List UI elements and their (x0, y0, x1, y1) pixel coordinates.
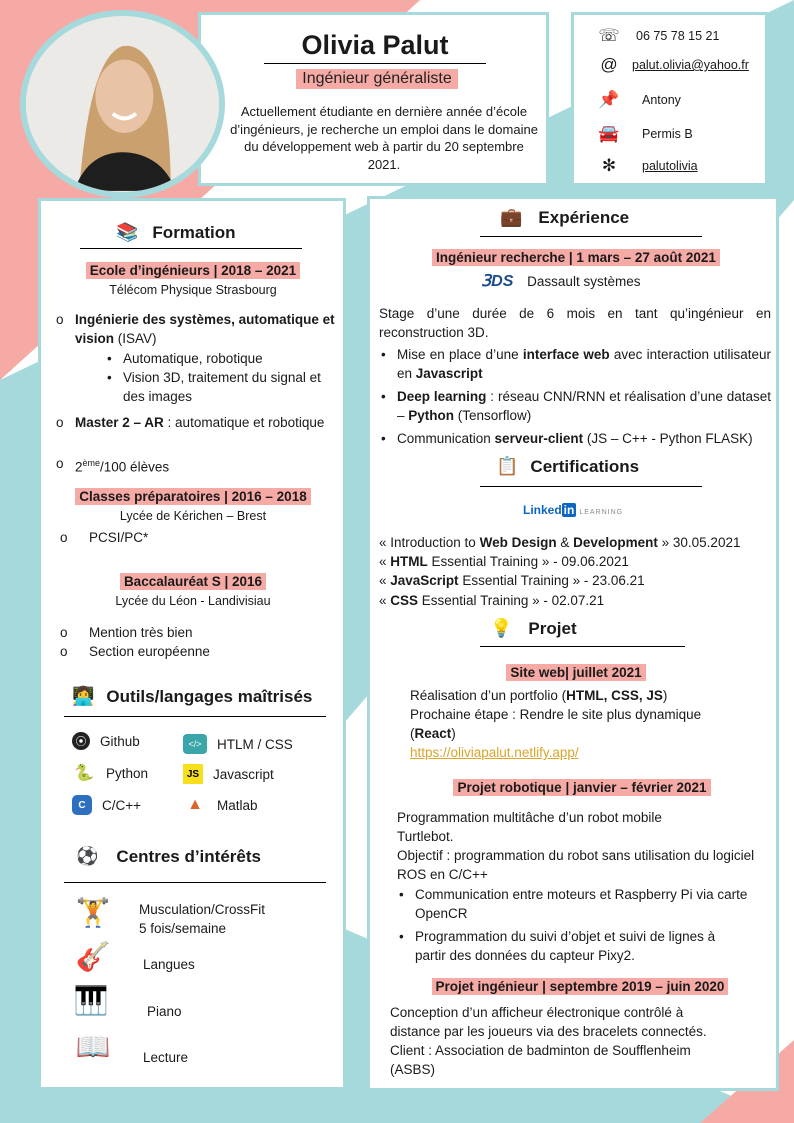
interest-sport: Musculation/CrossFit 5 fois/semaine (139, 902, 266, 936)
bac-item-2: o Section européenne (60, 644, 210, 659)
experience-intro: Stage d’une durée de 6 mois en tant qu’ingénieur en reconstruction 3D. (379, 306, 771, 340)
tool-matlab: ▲ Matlab (183, 795, 258, 815)
list-item: • Vision 3D, traitement du signal et des images (105, 368, 333, 406)
list-item: • Mise en place d’une interface web avec interaction utilisateur en Javascript (379, 345, 771, 383)
list-item: • Programmation du suivi d’objet et suivi de lignes à partir des données du capteur Pixy2. (397, 927, 749, 965)
outils-header: 👩‍💻 Outils/langages maîtrisés (72, 686, 313, 706)
experience-bullets (379, 345, 771, 448)
briefcase-icon: 💼 (500, 207, 523, 227)
projet-header: 💡 Projet (490, 618, 577, 638)
list-item: • Communication serveur-client (JS – C++ - Python FLASK) (379, 429, 771, 448)
linkedin-learning-logo: Linked in LEARNING (523, 503, 624, 517)
school3: Baccalauréat S | 2016 Lycée du Léon - Landivisiau (115, 574, 271, 608)
list-item: • Communication entre moteurs et Raspberry Pi via carte OpenCR (397, 885, 749, 923)
interest-langues: Langues (143, 957, 195, 972)
contact-email[interactable]: @ palut.olivia@yahoo.fr (596, 55, 749, 75)
prep-item: o PCSI/PC* (60, 530, 149, 545)
hobbies-icon: ⚽ (76, 846, 99, 866)
master-item: o Master 2 – AR : automatique et robotique (56, 415, 325, 430)
rank-item: o 2ème/100 élèves (56, 456, 170, 475)
at-icon: @ (600, 55, 618, 74)
github-icon: ⦿ (72, 732, 90, 750)
list-item: • Automatique, robotique (105, 349, 333, 368)
experience-header: 💼 Expérience (500, 207, 630, 227)
certificate-icon: 📋 (496, 456, 519, 476)
projet1-body: Réalisation d’un portfolio (HTML, CSS, JS) Prochaine étape : Rendre le site plus dynamique (React) https://oliviapalut.netlify.app/ (410, 686, 770, 762)
portfolio-link[interactable]: https://oliviapalut.netlify.app/ (410, 745, 579, 760)
projet2-heading: Projet robotique | janvier – février 2021 (382, 778, 782, 797)
projet-rule (480, 646, 685, 647)
interest-piano: Piano (147, 1004, 182, 1019)
python-icon: 🐍 (74, 765, 94, 782)
list-item: • Deep learning : réseau CNN/RNN et réalisation d’une dataset – Python (Tensorflow) (379, 387, 771, 425)
isav-item: o Ingénierie des systèmes, automatique et vision (ISAV) (56, 312, 335, 346)
projet2-body: Programmation multitâche d’un robot mobile Turtlebot. Objectif : programmation du robot sans utilisation du logiciel ROS en C/C++ (397, 810, 755, 882)
projet1-heading: Site web| juillet 2021 (376, 663, 776, 682)
telephone-icon: ☏ (598, 26, 620, 45)
certifications-rule (480, 486, 702, 487)
cert-1: « Introduction to Web Design & Development » 30.05.2021 (379, 535, 741, 550)
tool-python: 🐍 Python (72, 763, 148, 783)
interets-header: ⚽ Centres d’intérêts (76, 846, 261, 866)
tool-javascript: JS Javascript (183, 764, 274, 784)
formation-rule (80, 248, 302, 249)
contact-location: 📌 Antony (596, 90, 681, 110)
projet3-body: Conception d’un afficheur électronique contrôlé à distance par les joueurs via des bracelets connectés. Client : Association de badminton de Soufflenheim (ASBS) (390, 1005, 707, 1077)
experience-heading: Ingénieur recherche | 1 mars – 27 août 2021 (376, 248, 776, 267)
html-css-icon: </> (183, 734, 207, 754)
company: 𝟥DS Dassault systèmes (481, 273, 641, 290)
dumbbell-icon: 🏋 (75, 897, 111, 928)
guitar-icon: 🎸 (75, 941, 111, 972)
contact-phone: ☏ 06 75 78 15 21 (596, 26, 719, 46)
piano-icon: 🎹 (73, 985, 109, 1016)
javascript-icon: JS (183, 764, 203, 784)
certifications-header: 📋 Certifications (496, 456, 640, 476)
developer-icon: 👩‍💻 (72, 686, 95, 706)
bac-item-1: o Mention très bien (60, 625, 193, 640)
car-icon: 🚘 (598, 124, 620, 143)
dassault-logo-icon: 𝟥DS (481, 273, 514, 290)
experience-rule (480, 236, 702, 237)
lightbulb-icon: 💡 (490, 618, 513, 638)
tool-html-css: </> HTLM / CSS (183, 734, 293, 754)
school2: Classes préparatoires | 2016 – 2018 Lycée de Kérichen – Brest (50, 487, 336, 526)
pin-icon: 📌 (598, 90, 620, 109)
school1: Ecole d’ingénieurs | 2018 – 2021 Télécom Physique Strasbourg (50, 261, 336, 300)
cert-4: « CSS Essential Training » - 02.07.21 (379, 593, 605, 608)
profile-photo (20, 10, 225, 198)
job-title: Ingénieur généraliste (296, 69, 458, 89)
isav-sublist (105, 349, 333, 406)
book-icon: 📖 (75, 1031, 111, 1062)
contact-network[interactable]: ✻ palutolivia (596, 156, 698, 176)
person-name: Olivia Palut (264, 30, 486, 64)
cpp-icon: C (72, 795, 92, 815)
projet3-heading: Projet ingénieur | septembre 2019 – juin 2020 (380, 977, 780, 996)
tool-cpp: C C/C++ (72, 795, 141, 815)
network-icon: ✻ (601, 156, 617, 175)
contact-license: 🚘 Permis B (596, 124, 693, 144)
intro-text: Actuellement étudiante en dernière année d’école d’ingénieurs, je recherche un emploi dans le domaine du développement web à partir du 20 septembre 2021. (230, 104, 538, 172)
matlab-icon: ▲ (187, 796, 203, 813)
projet2-bullets (397, 885, 749, 965)
interets-rule (64, 882, 326, 883)
outils-rule (64, 716, 326, 717)
books-icon: 📚 (116, 222, 139, 242)
cert-3: « JavaScript Essential Training » - 23.06.21 (379, 573, 645, 588)
tool-github: ⦿ Github (72, 732, 140, 750)
cert-2: « HTML Essential Training » - 09.06.2021 (379, 554, 629, 569)
formation-header: 📚 Formation (116, 222, 236, 242)
interest-lecture: Lecture (143, 1050, 189, 1065)
